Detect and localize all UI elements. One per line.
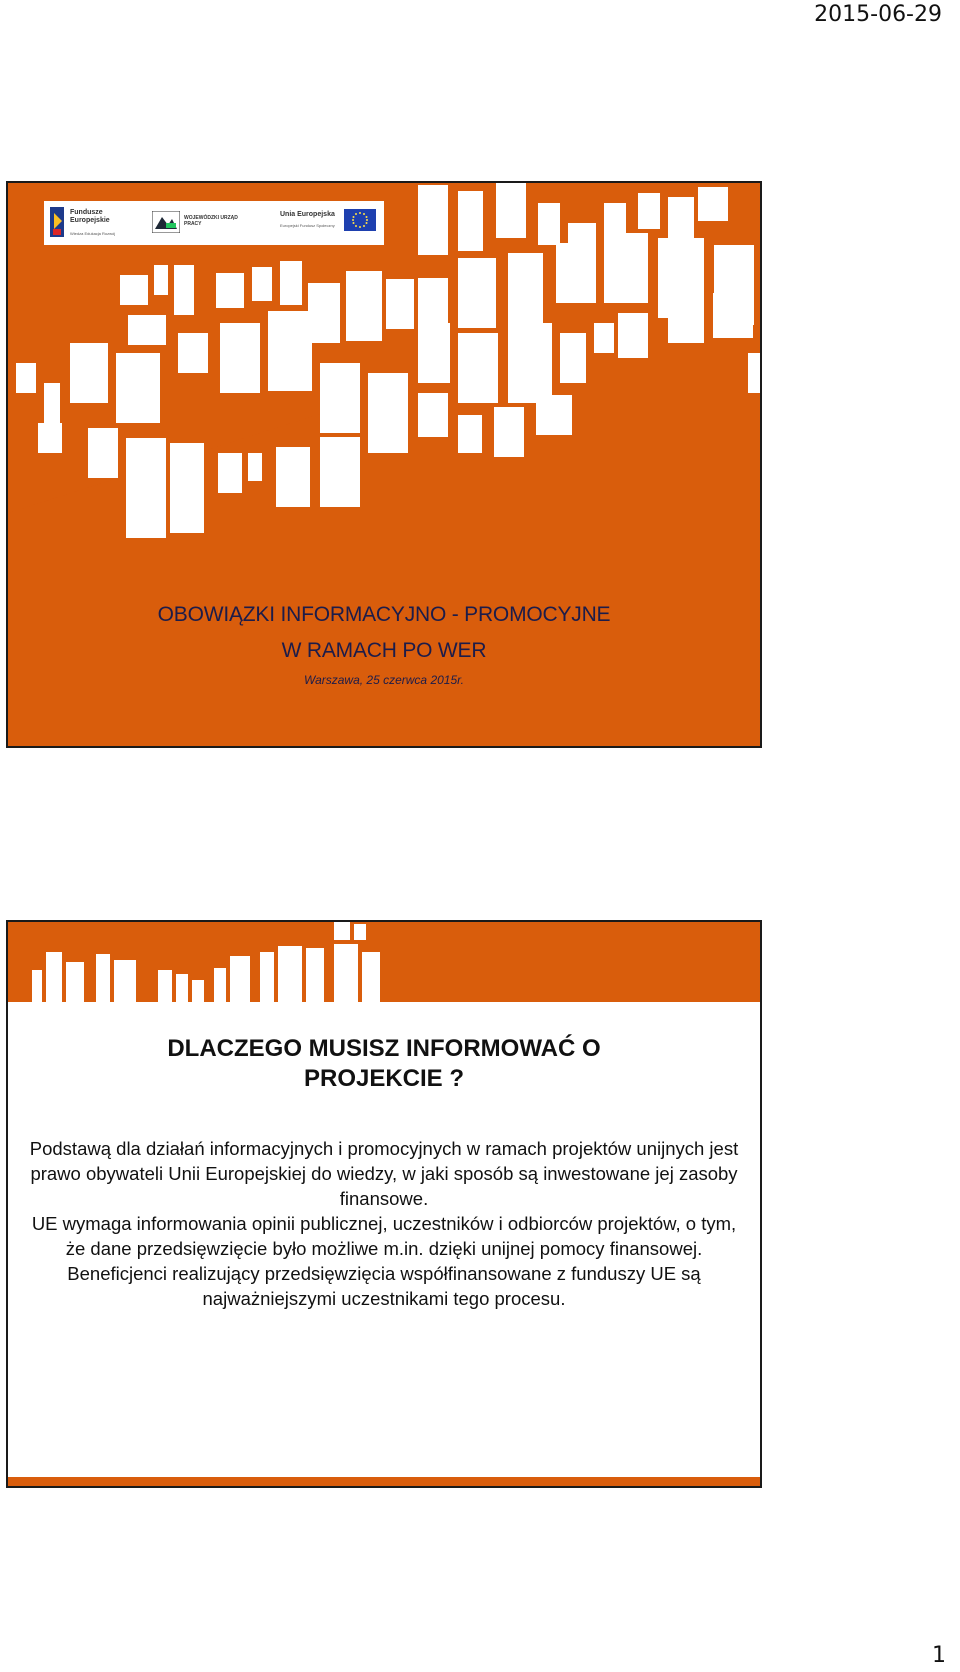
slide2-title xyxy=(8,1034,760,1094)
slide2-body xyxy=(28,1136,740,1311)
fe-logo-subtext: Wiedza Edukacja Rozwój xyxy=(70,231,116,236)
slide1-subtitle: Warszawa, 25 czerwca 2015r. xyxy=(303,673,465,687)
slide2-title-line2: PROJEKCIE ? xyxy=(303,1065,465,1092)
page-number: 1 xyxy=(932,1643,946,1668)
eu-flag-icon xyxy=(344,209,376,231)
ue-logo-subtext: Europejski Fundusz Społeczny xyxy=(280,223,335,228)
slide2-footer-band xyxy=(8,1477,760,1486)
fundusze-europejskie-logo xyxy=(50,205,140,241)
wup-emblem-icon xyxy=(152,211,180,233)
slide1-title-line2: W RAMACH PO WER xyxy=(281,639,487,662)
body-paragraph: Podstawą dla działań informacyjnych i promocyjnych w ramach projektów unijnych jest prawo obywateli Unii Europejskiej do wiedzy, w jaki sposób są inwestowane jej zasoby finansowe. xyxy=(29,1138,739,1209)
title-slide xyxy=(6,181,762,748)
page-date: 2015-06-29 xyxy=(814,2,942,27)
slide2-title-line1: DLACZEGO MUSISZ INFORMOWAĆ O xyxy=(167,1035,601,1062)
slide1-title-line1: OBOWIĄZKI INFORMACYJNO - PROMOCYJNE xyxy=(157,603,611,626)
fe-star-icon xyxy=(50,207,68,237)
fe-logo-text: Fundusze Europejskie xyxy=(70,209,110,224)
body-paragraph: Beneficjenci realizujący przedsięwzięcia współfinansowane z funduszy UE są najważniejszymi uczestnikami tego procesu. xyxy=(67,1263,701,1309)
window-pattern-graphic xyxy=(8,183,762,748)
wup-logo xyxy=(152,205,256,241)
unia-europejska-logo xyxy=(280,205,380,241)
window-pattern-strip xyxy=(8,922,762,1002)
slide2-header-band xyxy=(8,922,760,1002)
ue-logo-text: Unia Europejska xyxy=(280,211,335,218)
body-paragraph: UE wymaga informowania opinii publicznej, uczestników i odbiorców projektów, o tym, że dane przedsięwzięcie było możliwe m.in. dzięki unijnej pomocy finansowej. xyxy=(31,1213,737,1259)
content-slide xyxy=(6,920,762,1488)
wup-logo-text: WOJEWÓDZKI URZĄD PRACY xyxy=(184,215,238,227)
logo-bar xyxy=(44,201,384,245)
